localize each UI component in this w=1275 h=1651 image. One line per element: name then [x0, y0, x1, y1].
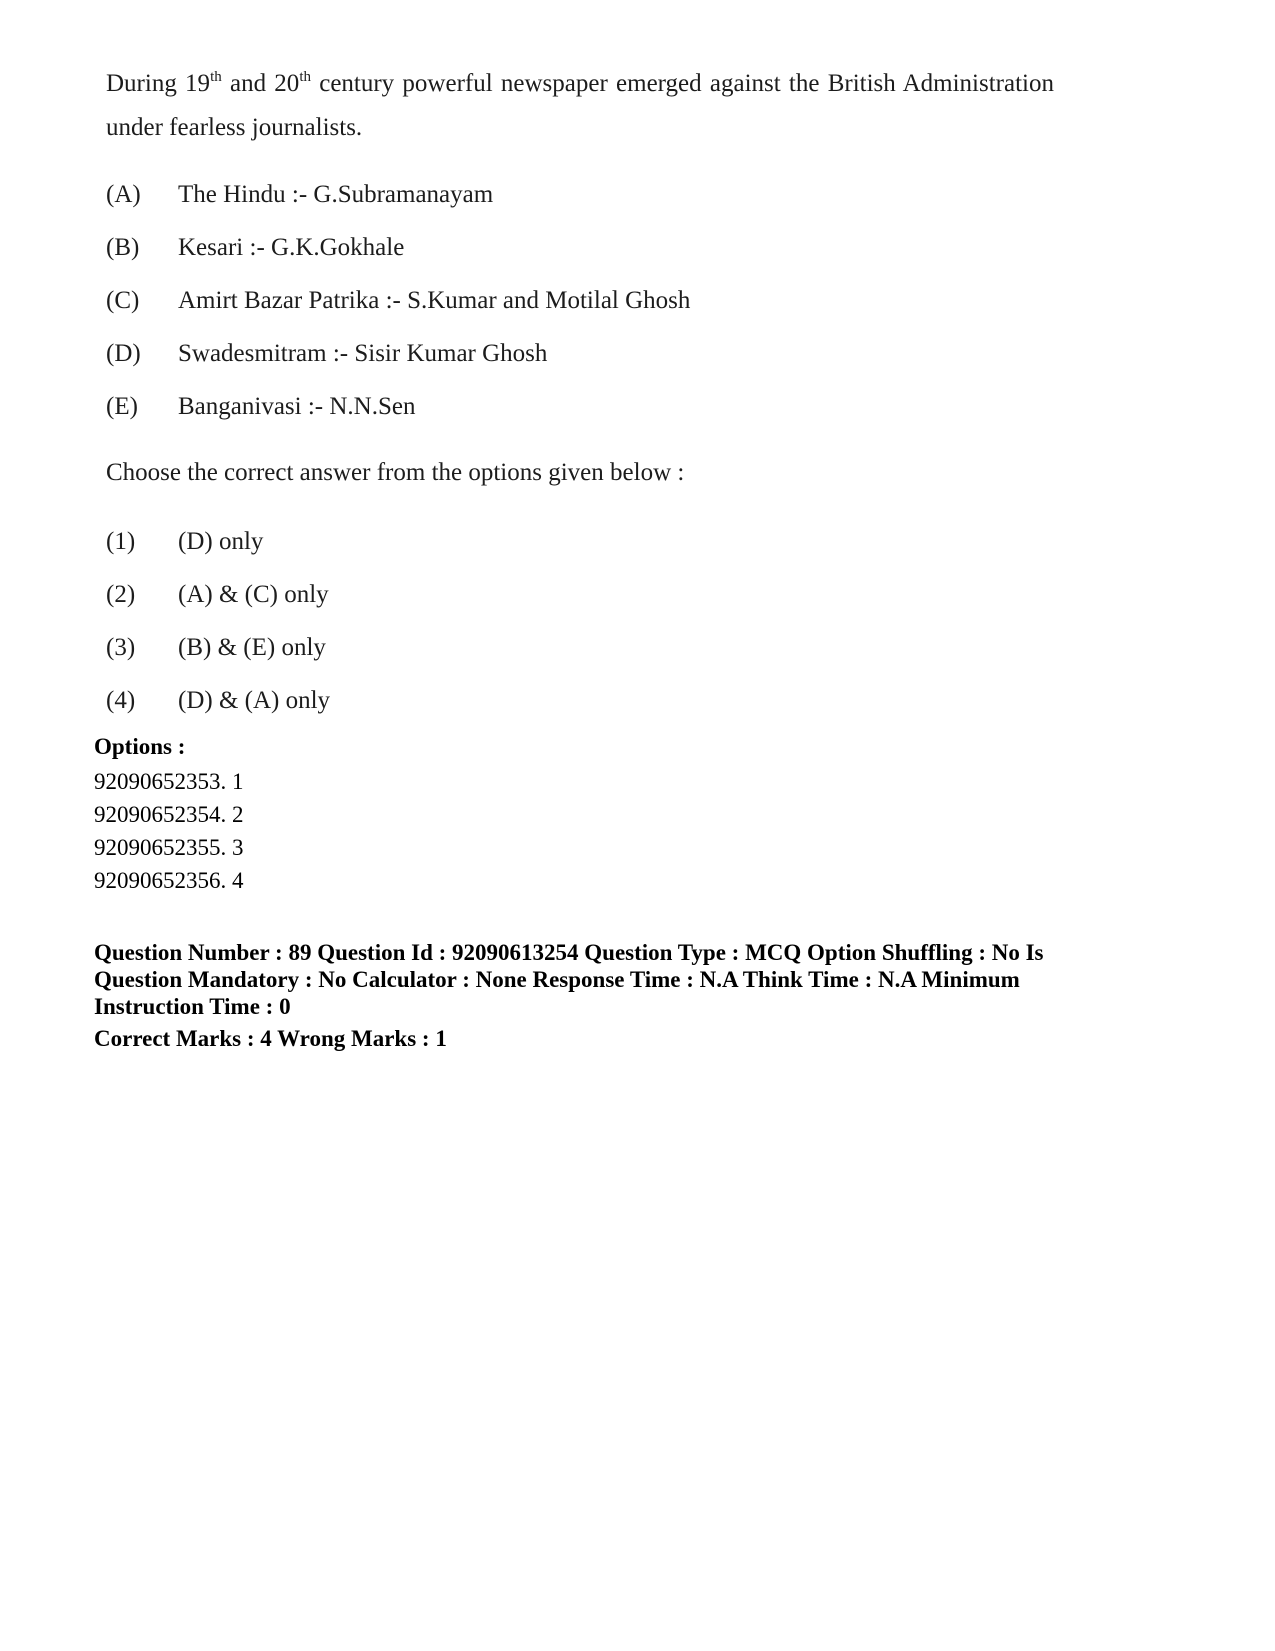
- statement-item: [106, 380, 1106, 433]
- answer-item: [106, 674, 1106, 727]
- statement-list: [106, 168, 1106, 433]
- question-info: Question Number : 89 Question Id : 92090613254 Question Type : MCQ Option Shuffling : No Is Question Mandatory : No Calculator : None Response Time : N.A Think Time : N.A Minimum Instruction Time : 0: [94, 940, 1044, 1019]
- statement-item: [106, 221, 1106, 274]
- answer-label: (2): [106, 580, 136, 608]
- answer-label: (4): [106, 686, 136, 714]
- statement-text: Banganivasi :- N.N.Sen: [178, 392, 416, 420]
- answer-item: [106, 621, 1106, 674]
- options-heading: Options :: [94, 734, 186, 759]
- option-id-list: [94, 765, 1194, 897]
- question-intro: During 19th and 20th century powerful newspaper emerged against the British Administration under fearless journalists.: [106, 69, 1054, 141]
- answer-label: (3): [106, 633, 136, 661]
- choose-instruction: Choose the correct answer from the options given below :: [106, 459, 685, 486]
- statement-label: (B): [106, 233, 140, 261]
- answer-text: (B) & (E) only: [178, 633, 326, 661]
- question-image: [106, 62, 1106, 727]
- answer-text: (A) & (C) only: [178, 580, 329, 608]
- answer-label: (1): [106, 527, 136, 555]
- marks-info: Correct Marks : 4 Wrong Marks : 1: [94, 1026, 447, 1051]
- statement-item: [106, 274, 1106, 327]
- statement-text: Swadesmitram :- Sisir Kumar Ghosh: [178, 339, 548, 367]
- statement-text: Kesari :- G.K.Gokhale: [178, 233, 405, 261]
- statement-text: The Hindu :- G.Subramanayam: [178, 180, 494, 208]
- statement-label: (A): [106, 180, 141, 208]
- answer-item: [106, 568, 1106, 621]
- answer-item: [106, 515, 1106, 568]
- option-id-item: 92090652356. 4: [94, 868, 244, 893]
- option-id-item: 92090652353. 1: [94, 769, 244, 794]
- statement-item: [106, 327, 1106, 380]
- option-id-item: 92090652355. 3: [94, 835, 244, 860]
- statement-label: (C): [106, 286, 140, 314]
- option-id-item: 92090652354. 2: [94, 802, 244, 827]
- statement-label: (D): [106, 339, 141, 367]
- answer-text: (D) only: [178, 527, 264, 555]
- statement-item: [106, 168, 1106, 221]
- answer-list: [106, 515, 1106, 727]
- answer-text: (D) & (A) only: [178, 686, 331, 714]
- statement-text: Amirt Bazar Patrika :- S.Kumar and Motilal Ghosh: [178, 286, 691, 314]
- statement-label: (E): [106, 392, 138, 420]
